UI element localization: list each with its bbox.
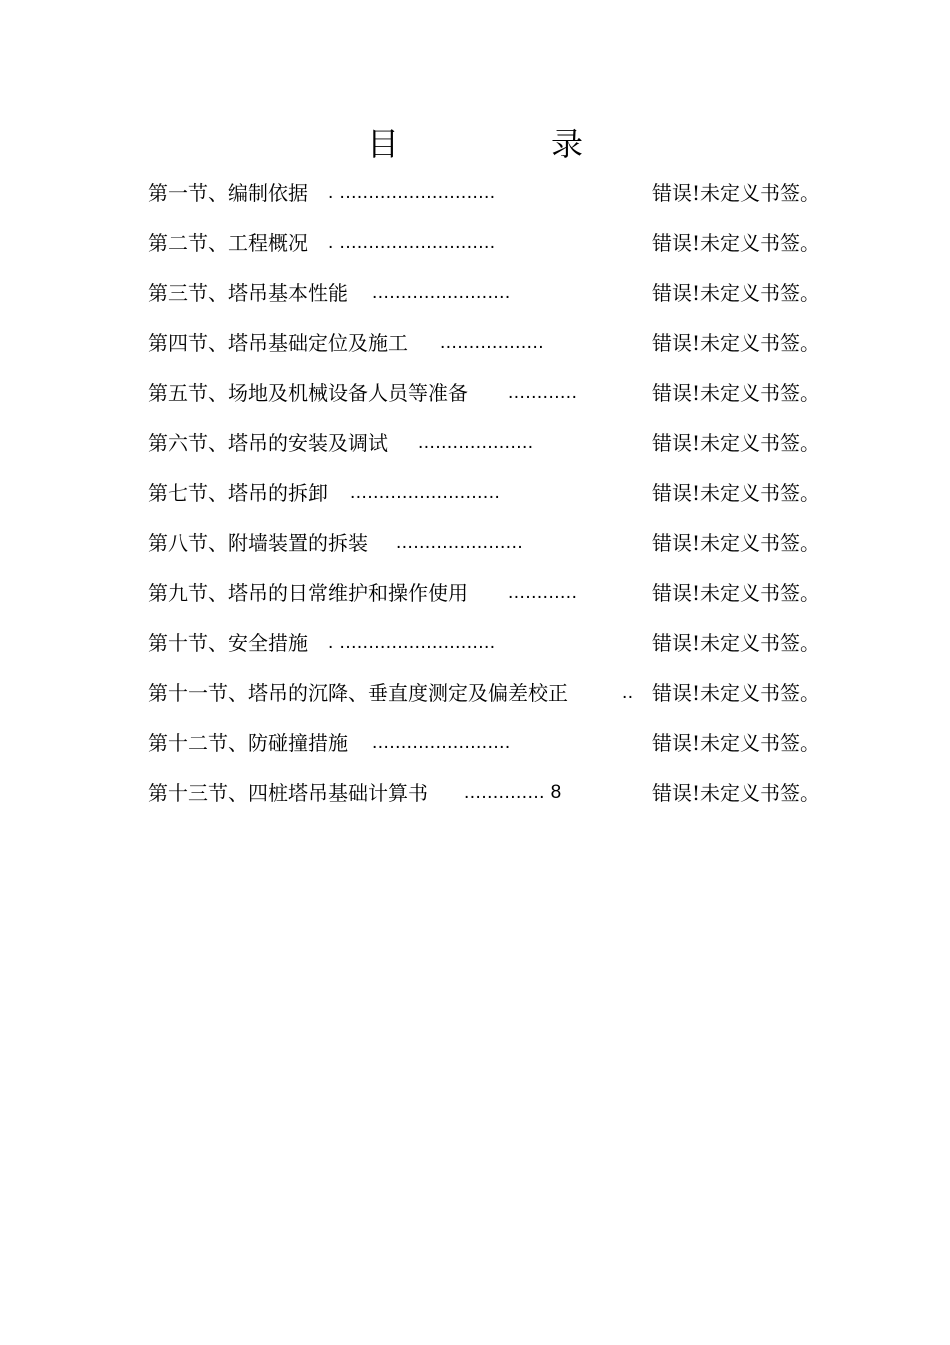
toc-list <box>148 168 828 818</box>
toc-entry-leader: .................... <box>418 432 534 453</box>
toc-entry <box>148 668 828 718</box>
toc-entry-section: 第十一节、塔吊的沉降、垂直度测定及偏差校正 <box>148 681 568 705</box>
toc-entry-leader: . ........................... <box>328 632 496 653</box>
toc-entry <box>148 168 828 218</box>
toc-entry-page: 错误!未定义书签。 <box>651 281 820 305</box>
toc-entry <box>148 518 828 568</box>
toc-entry <box>148 618 828 668</box>
toc-entry-page: 错误!未定义书签。 <box>651 231 820 255</box>
toc-entry <box>148 768 828 818</box>
toc-title: 目 录 <box>366 125 643 163</box>
toc-entry-section: 第三节、塔吊基本性能 <box>148 281 348 305</box>
toc-entry-leader: . ........................... <box>328 182 496 203</box>
toc-entry-section: 第二节、工程概况 <box>148 231 308 255</box>
toc-entry <box>148 418 828 468</box>
toc-entry-section: 第五节、场地及机械设备人员等准备 <box>148 381 468 405</box>
toc-entry-page: 错误!未定义书签。 <box>651 631 820 655</box>
toc-entry-page: 错误!未定义书签。 <box>651 381 820 405</box>
toc-entry-leader: ...................... <box>396 532 524 553</box>
toc-entry-section: 第九节、塔吊的日常维护和操作使用 <box>148 581 468 605</box>
toc-entry <box>148 268 828 318</box>
toc-entry <box>148 568 828 618</box>
toc-entry-section: 第十节、安全措施 <box>148 631 308 655</box>
toc-entry-page: 错误!未定义书签。 <box>651 731 820 755</box>
toc-entry <box>148 718 828 768</box>
toc-entry-page: 错误!未定义书签。 <box>651 531 820 555</box>
toc-entry <box>148 318 828 368</box>
toc-entry-leader: .......................... <box>350 482 501 503</box>
toc-entry-page: 错误!未定义书签。 <box>651 431 820 455</box>
toc-entry-section: 第十三节、四桩塔吊基础计算书 <box>148 781 428 805</box>
toc-entry-page: 错误!未定义书签。 <box>651 481 820 505</box>
toc-entry-section: 第八节、附墙装置的拆装 <box>148 531 368 555</box>
toc-entry-page: 错误!未定义书签。 <box>651 181 820 205</box>
toc-entry-leader: ........................ <box>372 732 511 753</box>
toc-entry-section: 第十二节、防碰撞措施 <box>148 731 348 755</box>
toc-entry-leader: .............. 8 <box>464 782 562 803</box>
toc-entry-page: 错误!未定义书签。 <box>651 331 820 355</box>
toc-entry-leader: ........................ <box>372 282 511 303</box>
toc-entry-leader: . ........................... <box>328 232 496 253</box>
toc-entry-page: 错误!未定义书签。 <box>651 681 820 705</box>
toc-entry-section: 第七节、塔吊的拆卸 <box>148 481 328 505</box>
toc-entry-section: 第六节、塔吊的安装及调试 <box>148 431 388 455</box>
toc-entry <box>148 218 828 268</box>
toc-entry-page: 错误!未定义书签。 <box>651 781 820 805</box>
toc-entry <box>148 468 828 518</box>
toc-entry-section: 第一节、编制依据 <box>148 181 308 205</box>
toc-entry <box>148 368 828 418</box>
toc-entry-leader: .. <box>622 682 634 703</box>
toc-entry-page: 错误!未定义书签。 <box>651 581 820 605</box>
toc-entry-leader: .................. <box>440 332 545 353</box>
toc-entry-leader: ............ <box>508 382 578 403</box>
toc-entry-section: 第四节、塔吊基础定位及施工 <box>148 331 408 355</box>
toc-entry-leader: ............ <box>508 582 578 603</box>
